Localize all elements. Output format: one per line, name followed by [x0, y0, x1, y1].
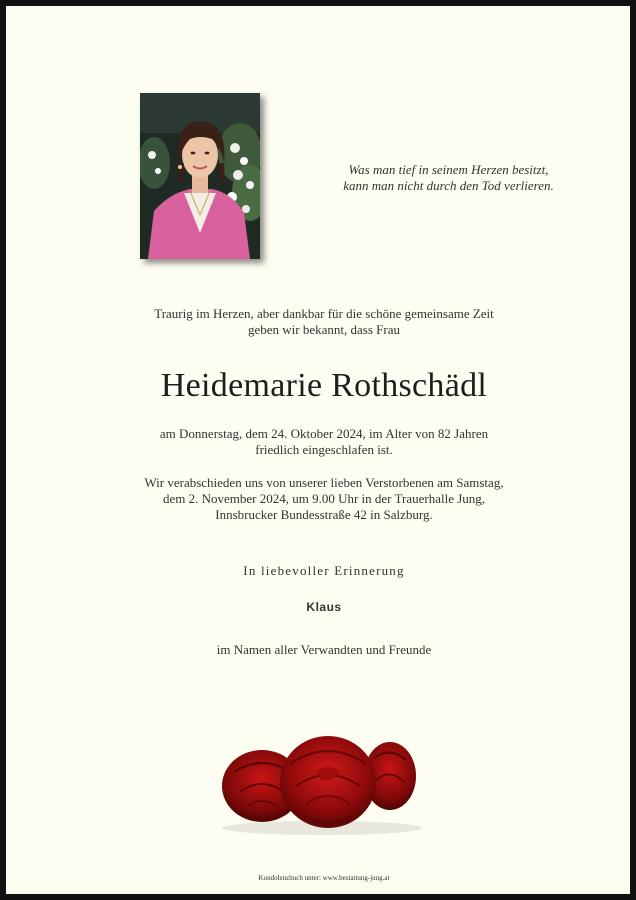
quote-line-2: kann man nicht durch den Tod verlieren.	[343, 178, 554, 193]
quote-line-1: Was man tief in seinem Herzen besitzt,	[348, 162, 549, 177]
intro-line-1: Traurig im Herzen, aber dankbar für die schöne gemeinsame Zeit	[154, 306, 494, 321]
death-notice	[106, 426, 542, 458]
memorial-quote	[306, 162, 591, 194]
portrait-photo	[140, 93, 260, 259]
roses-illustration	[214, 728, 430, 840]
farewell-notice	[106, 475, 542, 523]
farewell-line-2: dem 2. November 2024, um 9.00 Uhr in der Trauerhalle Jung,	[162, 491, 486, 506]
deceased-name: Heidemarie Rothschädl	[160, 367, 488, 404]
relatives-text: im Namen aller Verwandten und Freunde	[216, 642, 432, 657]
farewell-line-3: Innsbrucker Bundesstraße 42 in Salzburg.	[215, 507, 433, 522]
roses-image	[214, 728, 430, 840]
farewell-line-1: Wir verabschieden uns von unserer lieben Verstorbenen am Samstag,	[144, 475, 504, 490]
mourner-name: Klaus	[306, 600, 342, 614]
remembrance-text: In liebevoller Erinnerung	[243, 563, 405, 578]
death-line-2: friedlich eingeschlafen ist.	[255, 442, 393, 457]
death-line-1: am Donnerstag, dem 24. Oktober 2024, im Alter von 82 Jahren	[159, 426, 489, 441]
condolence-footer: Kondolenzbuch unter: www.bestattung-jung.at	[258, 874, 390, 882]
intro-line-2: geben wir bekannt, dass Frau	[248, 322, 400, 337]
intro-text	[106, 306, 542, 338]
portrait-image	[140, 93, 260, 259]
